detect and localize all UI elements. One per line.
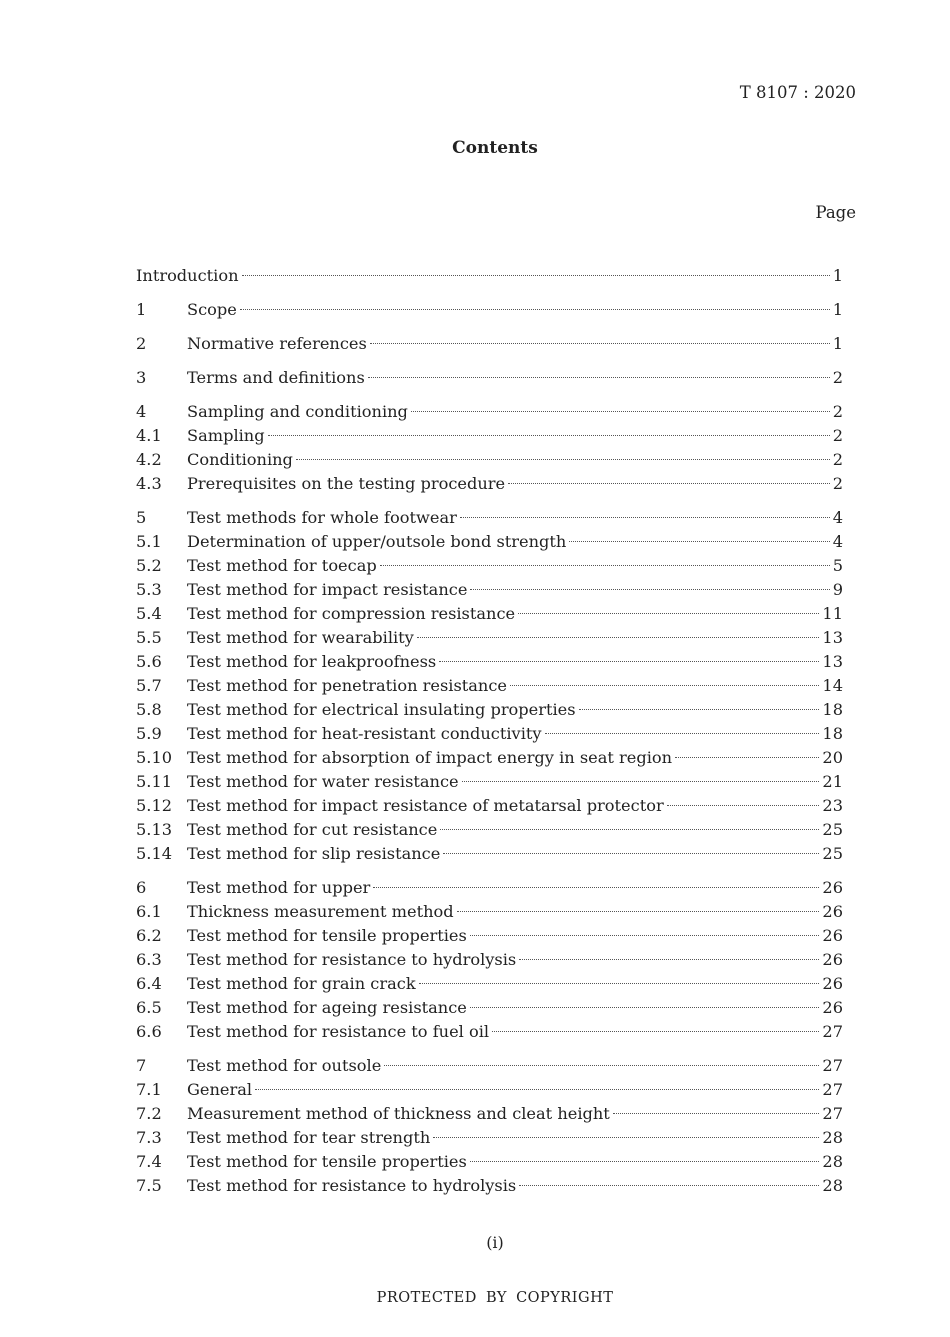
toc-entry-title: Test method for heat-resistant conductivity [187,724,542,743]
toc-entry-title: Determination of upper/outsole bond strength [187,532,567,551]
toc-group [136,298,843,322]
dot-leader [268,435,830,436]
toc-entry-page: 20 [822,748,843,767]
toc-entry-page: 11 [822,604,843,623]
toc-entry-number: 3 [136,368,147,387]
toc-entry-title: Test method for outsole [187,1056,382,1075]
toc-entry[interactable] [136,1078,843,1102]
toc-entry[interactable] [136,332,843,356]
dot-leader [368,377,830,378]
toc-entry-title: Test method for compression resistance [187,604,516,623]
toc-entry-page: 2 [832,450,843,469]
toc-entry-title: Test method for penetration resistance [187,676,507,695]
toc-entry[interactable] [136,298,843,322]
toc-entry-title: General [187,1080,253,1099]
toc-entry[interactable] [136,842,843,866]
page-column-header: Page [815,203,856,222]
dot-leader [242,275,830,276]
toc-entry-title: Test method for resistance to fuel oil [187,1022,490,1041]
toc-entry-number: 5.11 [136,772,173,791]
toc-entry-number: 6.3 [136,950,162,969]
toc-entry[interactable] [136,1126,843,1150]
toc-entry-number: 5.6 [136,652,162,671]
dot-leader [470,589,829,590]
toc-entry[interactable] [136,530,843,554]
dot-leader [613,1113,820,1114]
toc-entry[interactable] [136,602,843,626]
dot-leader [443,853,819,854]
toc-entry[interactable] [136,972,843,996]
dot-leader [439,661,819,662]
toc-entry-number: 7.3 [136,1128,162,1147]
toc-entry-number: 5.7 [136,676,162,695]
toc-group [136,366,843,390]
toc-entry-number: 5.10 [136,748,173,767]
toc-entry[interactable] [136,948,843,972]
toc-entry[interactable] [136,900,843,924]
dot-leader [255,1089,819,1090]
toc-entry-page: 25 [822,844,843,863]
toc-entry[interactable] [136,1150,843,1174]
dot-leader [518,613,819,614]
toc-entry[interactable] [136,698,843,722]
toc-entry-title: Test method for wearability [187,628,414,647]
dot-leader [470,935,820,936]
toc-entry-title: Sampling and conditioning [187,402,408,421]
toc-entry-page: 26 [822,926,843,945]
toc-entry-title: Test method for impact resistance [187,580,468,599]
dot-leader [569,541,829,542]
toc-entry-page: 4 [832,532,843,551]
toc-entry-page: 5 [832,556,843,575]
toc-entry-title: Thickness measurement method [187,902,454,921]
toc-entry-page: 2 [832,368,843,387]
toc-entry[interactable] [136,626,843,650]
toc-group [136,876,843,1044]
toc-entry-number: 7.2 [136,1104,162,1123]
toc-entry[interactable] [136,770,843,794]
toc-entry-title: Test method for resistance to hydrolysis [187,1176,517,1195]
dot-leader [370,343,830,344]
toc-entry-title: Test method for tensile properties [187,926,467,945]
table-of-contents [136,264,843,1208]
toc-entry-title: Scope [187,300,237,319]
toc-entry[interactable] [136,1102,843,1126]
toc-entry-page: 26 [822,878,843,897]
toc-entry-title: Test method for slip resistance [187,844,441,863]
dot-leader [384,1065,819,1066]
toc-entry-title: Measurement method of thickness and cleat height [187,1104,610,1123]
dot-leader [460,517,830,518]
page-title: Contents [452,138,538,158]
dot-leader [675,757,819,758]
toc-entry-title: Test method for electrical insulating properties [187,700,576,719]
toc-entry-number: 5.5 [136,628,162,647]
toc-entry-number: 7.1 [136,1080,162,1099]
dot-leader [433,1137,819,1138]
page-number: (i) [486,1233,504,1252]
toc-entry-page: 28 [822,1176,843,1195]
toc-entry-number: 5.3 [136,580,162,599]
toc-entry-number: 6.1 [136,902,162,921]
toc-group [136,506,843,866]
toc-entry-title: Test method for impact resistance of metatarsal protector [187,796,664,815]
toc-entry-page: 9 [832,580,843,599]
toc-entry-number: 6.5 [136,998,162,1017]
copyright-notice: PROTECTED BY COPYRIGHT [376,1290,614,1306]
toc-entry-page: 27 [822,1104,843,1123]
toc-entry-page: 13 [822,628,843,647]
toc-entry-title: Conditioning [187,450,293,469]
toc-entry-number: 2 [136,334,147,353]
dot-leader [508,483,830,484]
toc-entry-page: 23 [822,796,843,815]
toc-entry-number: 6.2 [136,926,162,945]
toc-entry-title: Terms and definitions [187,368,365,387]
toc-entry-number: 5 [136,508,147,527]
toc-entry-page: 18 [822,700,843,719]
dot-leader [457,911,820,912]
dot-leader [667,805,820,806]
toc-entry-title: Prerequisites on the testing procedure [187,474,506,493]
dot-leader [373,887,819,888]
toc-entry-page: 2 [832,474,843,493]
toc-entry-number: 5.4 [136,604,162,623]
toc-entry[interactable] [136,424,843,448]
toc-group [136,400,843,496]
toc-entry-number: 6.4 [136,974,162,993]
toc-entry-page: 26 [822,902,843,921]
toc-entry-page: 26 [822,974,843,993]
toc-entry[interactable] [136,650,843,674]
toc-entry-page: 26 [822,950,843,969]
toc-entry[interactable] [136,876,843,900]
dot-leader [417,637,820,638]
toc-entry[interactable] [136,746,843,770]
toc-entry-number: 7 [136,1056,147,1075]
toc-entry[interactable] [136,448,843,472]
toc-entry-title: Test method for resistance to hydrolysis [187,950,517,969]
dot-leader [519,959,819,960]
toc-entry-page: 28 [822,1152,843,1171]
toc-entry-title: Normative references [187,334,367,353]
toc-entry[interactable] [136,818,843,842]
dot-leader [470,1007,820,1008]
toc-entry-page: 1 [832,300,843,319]
toc-entry-page: 26 [822,998,843,1017]
toc-entry-number: 5.8 [136,700,162,719]
toc-entry-page: 1 [832,334,843,353]
toc-entry-title: Test method for water resistance [187,772,459,791]
toc-entry-title: Test method for toecap [187,556,377,575]
toc-entry-number: 5.9 [136,724,162,743]
toc-entry-title: Test method for leakproofness [187,652,437,671]
dot-leader [510,685,819,686]
toc-entry-page: 18 [822,724,843,743]
dot-leader [380,565,830,566]
toc-entry-number: 4 [136,402,147,421]
toc-entry-title: Test method for tear strength [187,1128,431,1147]
dot-leader [419,983,820,984]
dot-leader [296,459,830,460]
dot-leader [411,411,830,412]
toc-entry-number: 7.5 [136,1176,162,1195]
toc-entry-number: 6 [136,878,147,897]
toc-entry-page: 27 [822,1056,843,1075]
toc-entry-title: Test method for absorption of impact energy in seat region [187,748,673,767]
toc-entry[interactable] [136,400,843,424]
dot-leader [579,709,820,710]
toc-entry-number: 4.1 [136,426,162,445]
toc-entry-number: 5.2 [136,556,162,575]
toc-entry[interactable] [136,554,843,578]
toc-entry[interactable] [136,674,843,698]
toc-entry-page: 28 [822,1128,843,1147]
toc-entry-title: Test method for cut resistance [187,820,438,839]
toc-entry[interactable] [136,1020,843,1044]
toc-entry-page: 2 [832,426,843,445]
toc-entry[interactable] [136,366,843,390]
dot-leader [545,733,820,734]
dot-leader [440,829,819,830]
dot-leader [519,1185,819,1186]
dot-leader [470,1161,820,1162]
toc-entry[interactable] [136,1174,843,1198]
toc-entry-page: 27 [822,1080,843,1099]
toc-entry[interactable] [136,722,843,746]
toc-entry-number: 7.4 [136,1152,162,1171]
toc-entry-number: 5.14 [136,844,173,863]
toc-entry-title: Test method for ageing resistance [187,998,467,1017]
toc-entry-page: 27 [822,1022,843,1041]
toc-entry[interactable] [136,578,843,602]
toc-entry-number: 4.2 [136,450,162,469]
dot-leader [492,1031,819,1032]
toc-entry-number: 4.3 [136,474,162,493]
document-number: T 8107 : 2020 [739,83,856,102]
toc-entry[interactable] [136,472,843,496]
toc-entry-page: 1 [832,266,843,285]
toc-entry-title: Test methods for whole footwear [187,508,457,527]
toc-entry[interactable] [136,264,843,288]
toc-entry[interactable] [136,794,843,818]
toc-entry-page: 21 [822,772,843,791]
toc-entry-title: Sampling [187,426,265,445]
toc-entry-title: Test method for grain crack [187,974,416,993]
toc-entry-page: 4 [832,508,843,527]
dot-leader [240,309,830,310]
toc-entry-page: 25 [822,820,843,839]
toc-entry-number: 5.12 [136,796,173,815]
toc-group [136,1054,843,1198]
toc-entry-number: 5.13 [136,820,173,839]
toc-group [136,264,843,288]
toc-entry-title: Test method for tensile properties [187,1152,467,1171]
toc-entry[interactable] [136,1054,843,1078]
toc-entry[interactable] [136,996,843,1020]
toc-entry-page: 14 [822,676,843,695]
toc-entry-number: 6.6 [136,1022,162,1041]
toc-entry[interactable] [136,924,843,948]
toc-group [136,332,843,356]
toc-entry-title: Introduction [136,266,239,285]
toc-entry-page: 2 [832,402,843,421]
dot-leader [462,781,820,782]
toc-entry-number: 5.1 [136,532,162,551]
toc-entry-page: 13 [822,652,843,671]
toc-entry-number: 1 [136,300,147,319]
toc-entry[interactable] [136,506,843,530]
toc-entry-title: Test method for upper [187,878,371,897]
